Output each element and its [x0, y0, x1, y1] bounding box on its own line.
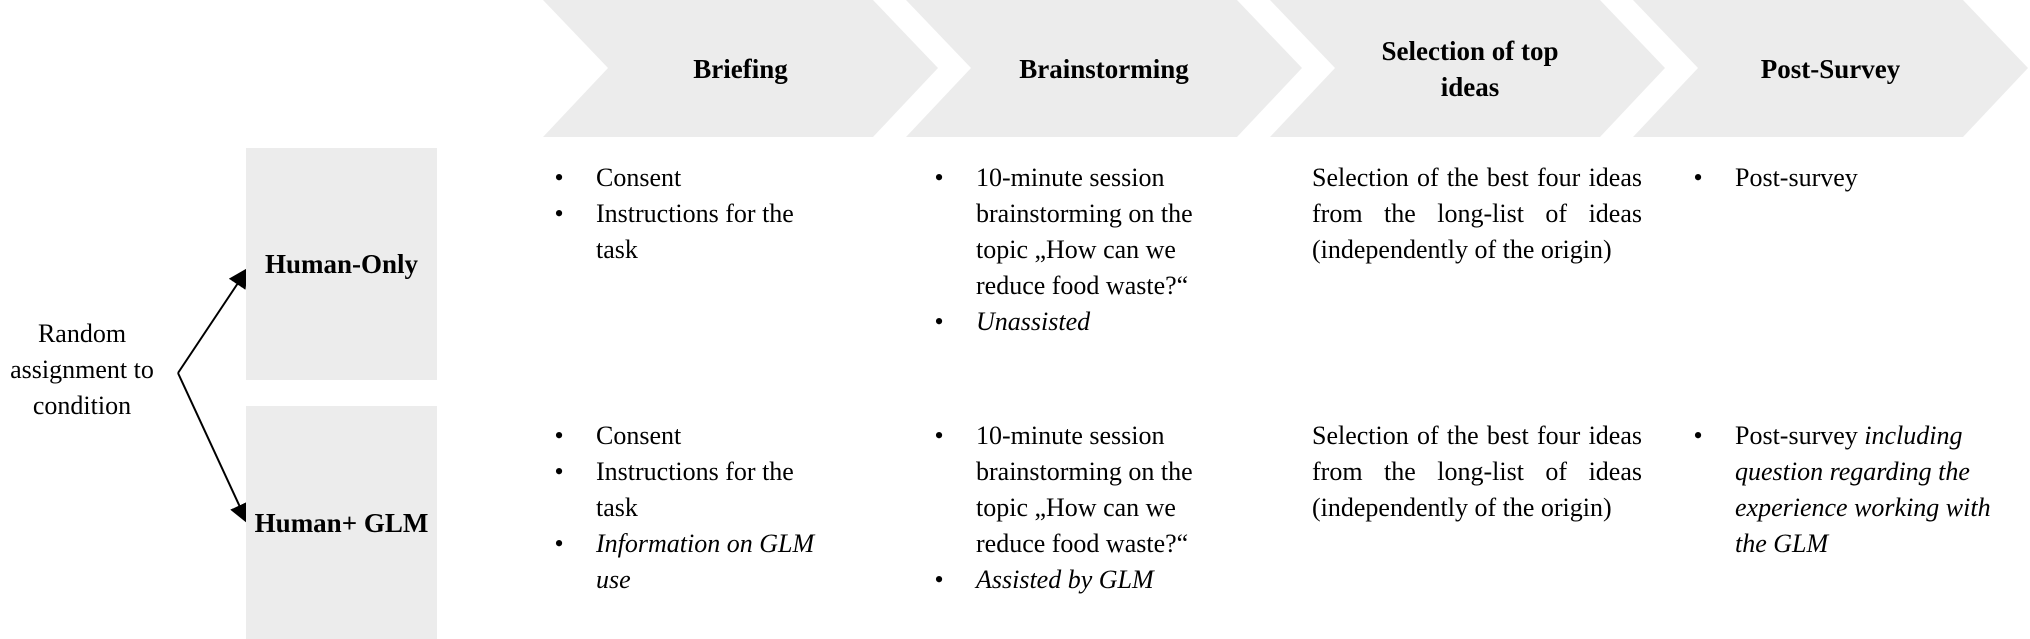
list-item: • Consent	[554, 421, 682, 450]
list-item: • 10-minute session brainstorming on the topic „How can we reduce food waste?“	[934, 421, 1193, 558]
human-glm-selection: Selection of the best four ideas from the long-list of ideas (independently of the origin)	[1312, 421, 1642, 522]
stage-label-post-survey: Post-Survey	[1760, 53, 1901, 84]
arrow-to-human-only	[178, 271, 246, 373]
human-only-briefing	[551, 160, 841, 268]
group-human-glm: Human+ GLM	[246, 406, 437, 639]
stage-label-brainstorming: Brainstorming	[1019, 53, 1189, 84]
human-glm-brainstorming	[931, 418, 1231, 598]
list-item: • Post-survey including question regarding the experience working with the GLM	[1693, 421, 1991, 558]
arrow-to-human-glm	[178, 373, 246, 520]
human-glm-post-survey	[1690, 418, 2020, 562]
list-item: • 10-minute session brainstorming on the topic „How can we reduce food waste?“	[934, 163, 1193, 300]
list-item: • Consent	[554, 163, 682, 192]
random-assignment-label: Random assignment to condition	[10, 319, 154, 420]
assignment-arrows	[0, 0, 260, 639]
list-item: • Instructions for the task	[554, 199, 794, 264]
stage-label-selection: Selection of top ideas	[1381, 35, 1559, 102]
human-glm-briefing	[551, 418, 841, 598]
stage-label-briefing: Briefing	[693, 53, 788, 84]
list-item: • Post-survey	[1693, 163, 1858, 192]
list-item: • Unassisted	[934, 307, 1091, 336]
list-item: • Instructions for the task	[554, 457, 794, 522]
human-only-post-survey	[1690, 160, 2010, 196]
group-human-only: Human-Only	[246, 148, 437, 380]
human-only-selection: Selection of the best four ideas from the long-list of ideas (independently of the origin)	[1312, 163, 1642, 264]
list-item: • Information on GLM use	[554, 529, 815, 594]
list-item: • Assisted by GLM	[934, 565, 1154, 594]
human-only-brainstorming	[931, 160, 1231, 340]
